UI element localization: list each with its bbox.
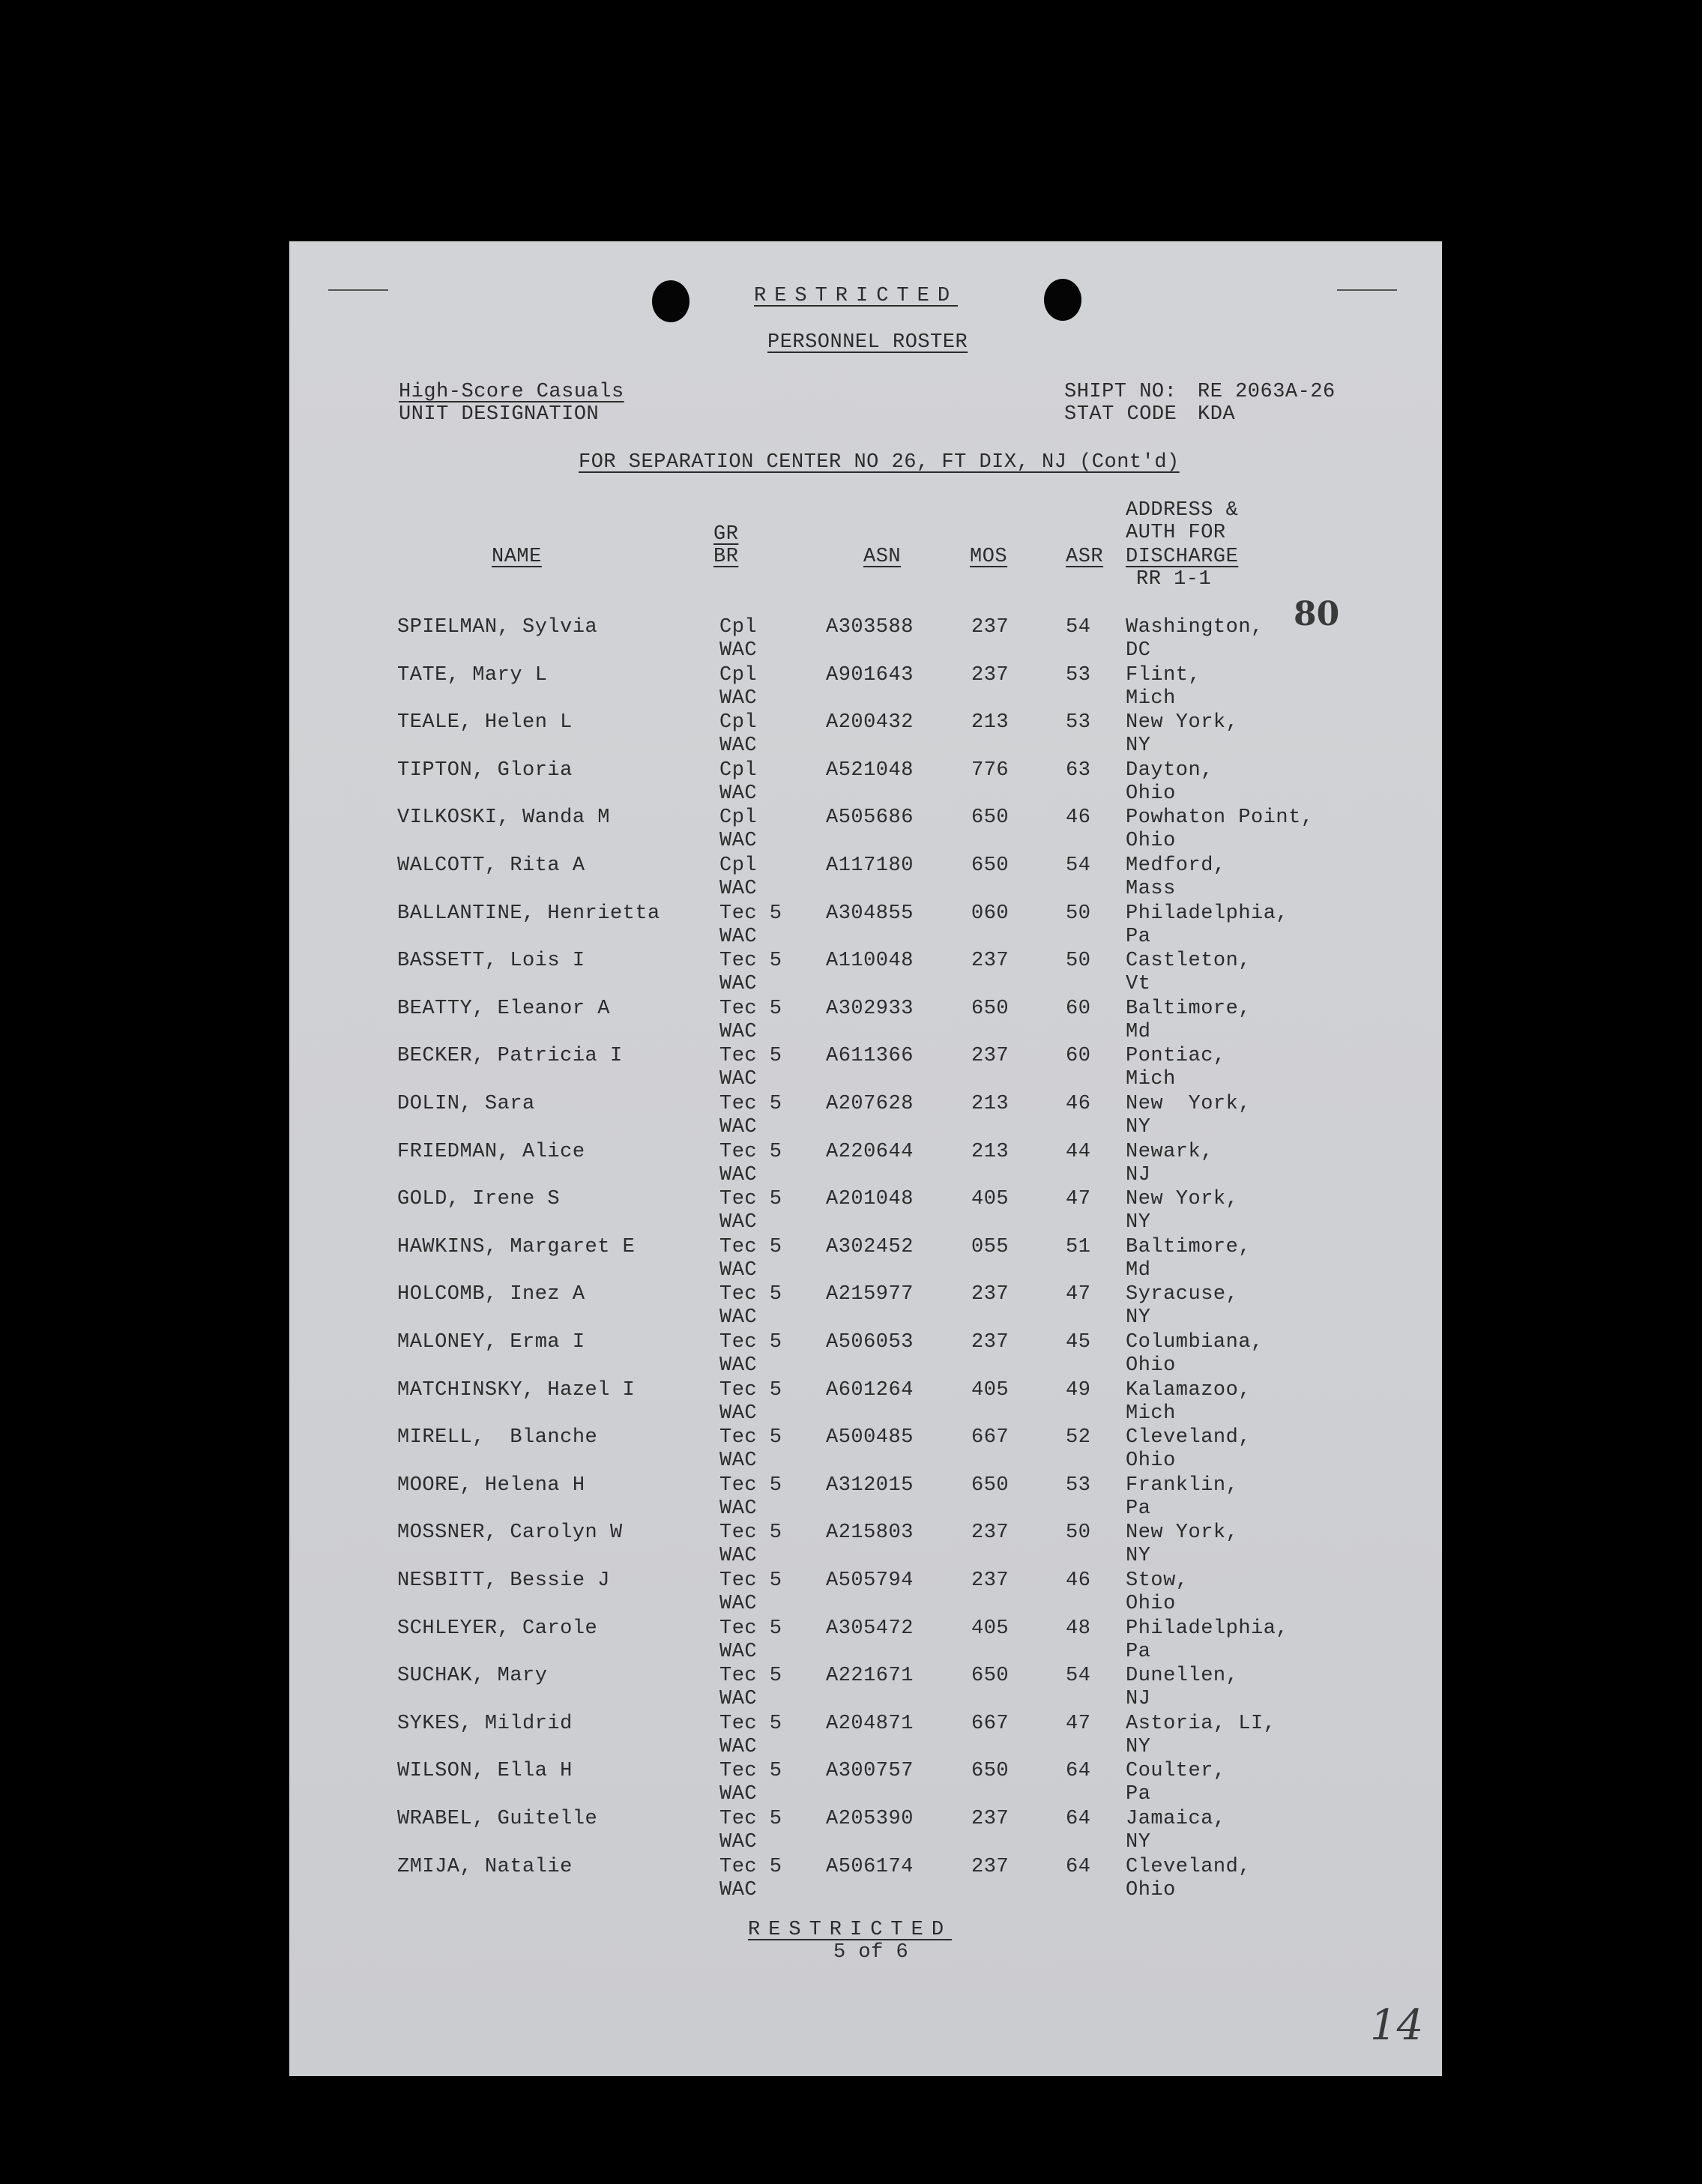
row-branch: WAC <box>719 1878 758 1901</box>
row-state: Vt <box>1126 973 1151 996</box>
row-city: New York, <box>1126 711 1239 734</box>
row-state: NY <box>1126 1735 1151 1758</box>
table-row <box>289 711 1442 759</box>
row-mos: 060 <box>971 902 1010 925</box>
row-asn: A207628 <box>826 1093 914 1115</box>
row-asn: A901643 <box>826 663 914 687</box>
row-name: TIPTON, Gloria <box>397 758 573 782</box>
row-asr: 46 <box>1066 1093 1091 1115</box>
row-name: WRABEL, Guitelle <box>397 1808 598 1830</box>
col-address-4: RR 1-1 <box>1136 568 1212 591</box>
row-asn: A303588 <box>826 616 914 639</box>
row-city: Astoria, LI, <box>1126 1712 1276 1735</box>
row-name: WILSON, Ella H <box>397 1760 573 1783</box>
row-city: Washington, <box>1126 616 1264 639</box>
row-branch: WAC <box>719 734 758 758</box>
row-grade: Tec 5 <box>719 997 782 1020</box>
row-mos: 667 <box>971 1426 1010 1450</box>
unit-name: High-Score Casuals <box>399 381 624 403</box>
row-asn: A110048 <box>826 950 914 973</box>
row-asr: 49 <box>1066 1378 1091 1402</box>
destination-line: FOR SEPARATION CENTER NO 26, FT DIX, NJ (Cont'd) <box>579 451 1180 474</box>
table-row <box>289 1045 1442 1093</box>
row-city: Jamaica, <box>1126 1808 1226 1830</box>
row-grade: Tec 5 <box>719 1473 782 1497</box>
row-asr: 53 <box>1066 711 1091 734</box>
row-mos: 405 <box>971 1188 1010 1211</box>
table-row <box>289 1331 1442 1379</box>
shipment-number: RE 2063A-26 <box>1198 381 1336 403</box>
row-mos: 213 <box>971 1093 1010 1115</box>
row-city: Baltimore, <box>1126 1235 1252 1258</box>
row-asr: 51 <box>1066 1235 1091 1258</box>
row-asn: A305472 <box>826 1617 914 1640</box>
row-branch: WAC <box>719 687 758 710</box>
row-mos: 667 <box>971 1712 1010 1735</box>
table-row <box>289 759 1442 807</box>
margin-mark-left <box>328 289 388 291</box>
row-asn: A302933 <box>826 997 914 1020</box>
row-city: Flint, <box>1126 663 1201 687</box>
row-asn: A506053 <box>826 1331 914 1354</box>
row-asn: A200432 <box>826 711 914 734</box>
row-asr: 46 <box>1066 806 1091 830</box>
row-branch: WAC <box>719 1783 758 1806</box>
row-mos: 213 <box>971 711 1010 734</box>
row-branch: WAC <box>719 1258 758 1282</box>
stat-code-label: STAT CODE <box>1064 403 1177 426</box>
table-row <box>289 902 1442 950</box>
row-name: SPIELMAN, Sylvia <box>397 616 598 639</box>
row-city: Cleveland, <box>1126 1855 1252 1878</box>
row-city: Franklin, <box>1126 1473 1239 1497</box>
row-grade: Tec 5 <box>719 1378 782 1402</box>
row-asn: A221671 <box>826 1665 914 1688</box>
table-row <box>289 1283 1442 1331</box>
row-name: HOLCOMB, Inez A <box>397 1283 585 1306</box>
row-state: NY <box>1126 1306 1151 1330</box>
col-grade-1: GR <box>713 523 739 546</box>
row-branch: WAC <box>719 925 758 948</box>
row-city: New York, <box>1126 1521 1239 1545</box>
row-city: Pontiac, <box>1126 1045 1226 1068</box>
row-asr: 44 <box>1066 1140 1091 1163</box>
row-asn: A611366 <box>826 1045 914 1068</box>
row-grade: Tec 5 <box>719 1093 782 1115</box>
row-asn: A215803 <box>826 1521 914 1545</box>
row-city: Coulter, <box>1126 1760 1226 1783</box>
stat-code: KDA <box>1198 403 1236 426</box>
row-name: HAWKINS, Margaret E <box>397 1235 636 1258</box>
row-grade: Tec 5 <box>719 902 782 925</box>
row-state: NY <box>1126 1116 1151 1138</box>
handwritten-page-number: 14 <box>1370 2001 1424 2050</box>
row-asr: 46 <box>1066 1569 1091 1592</box>
row-asn: A521048 <box>826 758 914 782</box>
row-grade: Tec 5 <box>719 950 782 973</box>
row-asr: 48 <box>1066 1617 1091 1640</box>
row-mos: 237 <box>971 663 1010 687</box>
row-mos: 055 <box>971 1235 1010 1258</box>
col-address-1: ADDRESS & <box>1126 499 1239 522</box>
row-city: Columbiana, <box>1126 1331 1264 1354</box>
table-row <box>289 1379 1442 1427</box>
row-city: Philadelphia, <box>1126 1617 1289 1640</box>
table-row <box>289 1808 1442 1856</box>
row-asr: 54 <box>1066 854 1091 877</box>
row-grade: Tec 5 <box>719 1283 782 1306</box>
row-asn: A506174 <box>826 1855 914 1878</box>
row-state: Mass <box>1126 878 1176 900</box>
row-branch: WAC <box>719 973 758 996</box>
row-asn: A220644 <box>826 1140 914 1163</box>
row-grade: Tec 5 <box>719 1188 782 1211</box>
punch-hole-right <box>1044 279 1081 321</box>
row-state: NY <box>1126 1211 1151 1234</box>
row-asr: 64 <box>1066 1760 1091 1783</box>
roster-page <box>289 241 1442 2076</box>
table-row <box>289 1760 1442 1808</box>
row-grade: Tec 5 <box>719 1808 782 1830</box>
row-branch: WAC <box>719 1402 758 1425</box>
row-state: Md <box>1126 1258 1151 1282</box>
page-title: PERSONNEL ROSTER <box>767 331 968 354</box>
row-grade: Tec 5 <box>719 1665 782 1688</box>
handwritten-annotation: 80 <box>1294 595 1340 633</box>
row-city: Powhaton Point, <box>1126 806 1314 830</box>
row-name: BALLANTINE, Henrietta <box>397 902 660 925</box>
row-branch: WAC <box>719 1354 758 1377</box>
row-mos: 650 <box>971 1473 1010 1497</box>
row-state: NY <box>1126 1545 1151 1568</box>
row-city: Baltimore, <box>1126 997 1252 1020</box>
row-mos: 237 <box>971 1855 1010 1878</box>
row-state: NY <box>1126 734 1151 758</box>
row-asr: 63 <box>1066 758 1091 782</box>
row-branch: WAC <box>719 782 758 805</box>
row-city: New York, <box>1126 1188 1239 1211</box>
row-asn: A505794 <box>826 1569 914 1592</box>
row-grade: Tec 5 <box>719 1235 782 1258</box>
row-asn: A601264 <box>826 1378 914 1402</box>
row-name: MALONEY, Erma I <box>397 1331 585 1354</box>
row-branch: WAC <box>719 1116 758 1138</box>
row-mos: 776 <box>971 758 1010 782</box>
row-branch: WAC <box>719 1068 758 1091</box>
row-name: MIRELL, Blanche <box>397 1426 598 1450</box>
row-mos: 237 <box>971 1283 1010 1306</box>
row-branch: WAC <box>719 1688 758 1711</box>
row-city: Dayton, <box>1126 758 1213 782</box>
row-grade: Cpl <box>719 711 758 734</box>
table-row <box>289 1665 1442 1713</box>
row-name: SCHLEYER, Carole <box>397 1617 598 1640</box>
shipment-label: SHIPT NO: <box>1064 381 1177 403</box>
row-asn: A201048 <box>826 1188 914 1211</box>
row-mos: 405 <box>971 1378 1010 1402</box>
row-branch: WAC <box>719 1211 758 1234</box>
row-branch: WAC <box>719 830 758 853</box>
row-city: Newark, <box>1126 1140 1213 1163</box>
row-name: BASSETT, Lois I <box>397 950 585 973</box>
row-city: New York, <box>1126 1093 1252 1115</box>
row-city: Medford, <box>1126 854 1226 877</box>
col-mos: MOS <box>970 546 1008 568</box>
table-row <box>289 664 1442 712</box>
row-grade: Tec 5 <box>719 1331 782 1354</box>
row-asn: A302452 <box>826 1235 914 1258</box>
row-mos: 650 <box>971 1760 1010 1783</box>
table-row <box>289 1617 1442 1665</box>
row-mos: 237 <box>971 1569 1010 1592</box>
table-row <box>289 1569 1442 1617</box>
row-state: Ohio <box>1126 830 1176 853</box>
row-asn: A300757 <box>826 1760 914 1783</box>
row-name: TATE, Mary L <box>397 663 548 687</box>
table-row <box>289 1236 1442 1284</box>
row-asr: 50 <box>1066 1521 1091 1545</box>
row-grade: Tec 5 <box>719 1855 782 1878</box>
row-state: Pa <box>1126 1783 1151 1806</box>
row-name: SUCHAK, Mary <box>397 1665 548 1688</box>
row-branch: WAC <box>719 1735 758 1758</box>
row-grade: Cpl <box>719 616 758 639</box>
row-state: DC <box>1126 639 1151 662</box>
row-branch: WAC <box>719 1020 758 1043</box>
row-asn: A312015 <box>826 1473 914 1497</box>
row-city: Kalamazoo, <box>1126 1378 1252 1402</box>
row-city: Dunellen, <box>1126 1665 1239 1688</box>
unit-designation-label: UNIT DESIGNATION <box>399 403 600 426</box>
row-asr: 64 <box>1066 1808 1091 1830</box>
row-asr: 45 <box>1066 1331 1091 1354</box>
row-name: SYKES, Mildrid <box>397 1712 573 1735</box>
row-mos: 237 <box>971 1521 1010 1545</box>
row-asn: A304855 <box>826 902 914 925</box>
row-grade: Cpl <box>719 854 758 877</box>
col-grade-2: BR <box>713 546 739 568</box>
row-name: NESBITT, Bessie J <box>397 1569 610 1592</box>
row-mos: 237 <box>971 1808 1010 1830</box>
row-name: MOSSNER, Carolyn W <box>397 1521 623 1545</box>
row-grade: Tec 5 <box>719 1140 782 1163</box>
row-asr: 52 <box>1066 1426 1091 1450</box>
table-row <box>289 1141 1442 1189</box>
row-asr: 53 <box>1066 663 1091 687</box>
row-mos: 650 <box>971 806 1010 830</box>
table-row <box>289 1856 1442 1904</box>
row-branch: WAC <box>719 1593 758 1615</box>
row-name: MATCHINSKY, Hazel I <box>397 1378 636 1402</box>
row-mos: 650 <box>971 997 1010 1020</box>
row-asn: A215977 <box>826 1283 914 1306</box>
row-mos: 237 <box>971 1045 1010 1068</box>
row-grade: Tec 5 <box>719 1712 782 1735</box>
row-mos: 405 <box>971 1617 1010 1640</box>
table-row <box>289 950 1442 998</box>
table-row <box>289 1713 1442 1761</box>
row-branch: WAC <box>719 878 758 900</box>
row-state: Pa <box>1126 1640 1151 1663</box>
row-name: ZMIJA, Natalie <box>397 1855 573 1878</box>
table-row <box>289 1188 1442 1236</box>
col-address-2: AUTH FOR <box>1126 522 1226 544</box>
row-branch: WAC <box>719 1450 758 1473</box>
row-asr: 54 <box>1066 616 1091 639</box>
row-state: NY <box>1126 1831 1151 1853</box>
row-mos: 237 <box>971 1331 1010 1354</box>
page-number: 5 of 6 <box>833 1941 909 1964</box>
row-state: Ohio <box>1126 1878 1176 1901</box>
row-mos: 213 <box>971 1140 1010 1163</box>
table-row <box>289 1093 1442 1141</box>
row-grade: Cpl <box>719 758 758 782</box>
row-state: Ohio <box>1126 1593 1176 1615</box>
row-mos: 650 <box>971 1665 1010 1688</box>
header-classification: RESTRICTED <box>754 285 959 307</box>
row-asn: A205390 <box>826 1808 914 1830</box>
row-branch: WAC <box>719 1306 758 1330</box>
row-state: NJ <box>1126 1688 1151 1711</box>
table-row <box>289 1426 1442 1474</box>
row-state: Mich <box>1126 1402 1176 1425</box>
row-name: TEALE, Helen L <box>397 711 573 734</box>
row-name: BEATTY, Eleanor A <box>397 997 610 1020</box>
table-row <box>289 616 1442 664</box>
table-row <box>289 854 1442 902</box>
row-grade: Tec 5 <box>719 1569 782 1592</box>
row-asr: 50 <box>1066 950 1091 973</box>
row-state: Md <box>1126 1020 1151 1043</box>
row-grade: Tec 5 <box>719 1045 782 1068</box>
row-name: DOLIN, Sara <box>397 1093 535 1115</box>
row-name: BECKER, Patricia I <box>397 1045 623 1068</box>
row-branch: WAC <box>719 1640 758 1663</box>
row-state: Pa <box>1126 1497 1151 1520</box>
row-mos: 237 <box>971 950 1010 973</box>
row-grade: Cpl <box>719 663 758 687</box>
row-asr: 64 <box>1066 1855 1091 1878</box>
row-asr: 54 <box>1066 1665 1091 1688</box>
row-name: MOORE, Helena H <box>397 1473 585 1497</box>
table-row <box>289 1474 1442 1522</box>
row-state: Ohio <box>1126 1450 1176 1473</box>
margin-mark-right <box>1337 289 1397 291</box>
row-city: Castleton, <box>1126 950 1252 973</box>
row-grade: Tec 5 <box>719 1521 782 1545</box>
row-mos: 237 <box>971 616 1010 639</box>
row-asr: 47 <box>1066 1283 1091 1306</box>
row-grade: Tec 5 <box>719 1760 782 1783</box>
row-mos: 650 <box>971 854 1010 877</box>
col-asn: ASN <box>863 546 902 568</box>
row-state: Ohio <box>1126 1354 1176 1377</box>
row-grade: Tec 5 <box>719 1426 782 1450</box>
row-asn: A500485 <box>826 1426 914 1450</box>
row-branch: WAC <box>719 639 758 662</box>
row-city: Syracuse, <box>1126 1283 1239 1306</box>
row-asr: 47 <box>1066 1188 1091 1211</box>
table-row <box>289 1521 1442 1569</box>
row-city: Cleveland, <box>1126 1426 1252 1450</box>
row-asr: 50 <box>1066 902 1091 925</box>
row-state: Mich <box>1126 1068 1176 1091</box>
row-name: VILKOSKI, Wanda M <box>397 806 610 830</box>
row-asr: 60 <box>1066 997 1091 1020</box>
footer-classification: RESTRICTED <box>748 1919 953 1941</box>
col-name: NAME <box>492 546 542 568</box>
row-branch: WAC <box>719 1545 758 1568</box>
table-row <box>289 998 1442 1046</box>
row-state: NJ <box>1126 1163 1151 1186</box>
punch-hole-left <box>652 280 689 322</box>
row-state: Pa <box>1126 925 1151 948</box>
row-city: Philadelphia, <box>1126 902 1289 925</box>
col-address-3: DISCHARGE <box>1126 546 1239 568</box>
row-name: GOLD, Irene S <box>397 1188 561 1211</box>
row-asn: A204871 <box>826 1712 914 1735</box>
row-city: Stow, <box>1126 1569 1189 1592</box>
row-asr: 53 <box>1066 1473 1091 1497</box>
row-grade: Cpl <box>719 806 758 830</box>
row-state: Ohio <box>1126 782 1176 805</box>
row-name: WALCOTT, Rita A <box>397 854 585 877</box>
table-row <box>289 806 1442 854</box>
row-asn: A505686 <box>826 806 914 830</box>
row-branch: WAC <box>719 1163 758 1186</box>
row-grade: Tec 5 <box>719 1617 782 1640</box>
row-name: FRIEDMAN, Alice <box>397 1140 585 1163</box>
row-branch: WAC <box>719 1831 758 1853</box>
row-asr: 60 <box>1066 1045 1091 1068</box>
row-asr: 47 <box>1066 1712 1091 1735</box>
col-asr: ASR <box>1066 546 1104 568</box>
row-asn: A117180 <box>826 854 914 877</box>
row-branch: WAC <box>719 1497 758 1520</box>
row-state: Mich <box>1126 687 1176 710</box>
